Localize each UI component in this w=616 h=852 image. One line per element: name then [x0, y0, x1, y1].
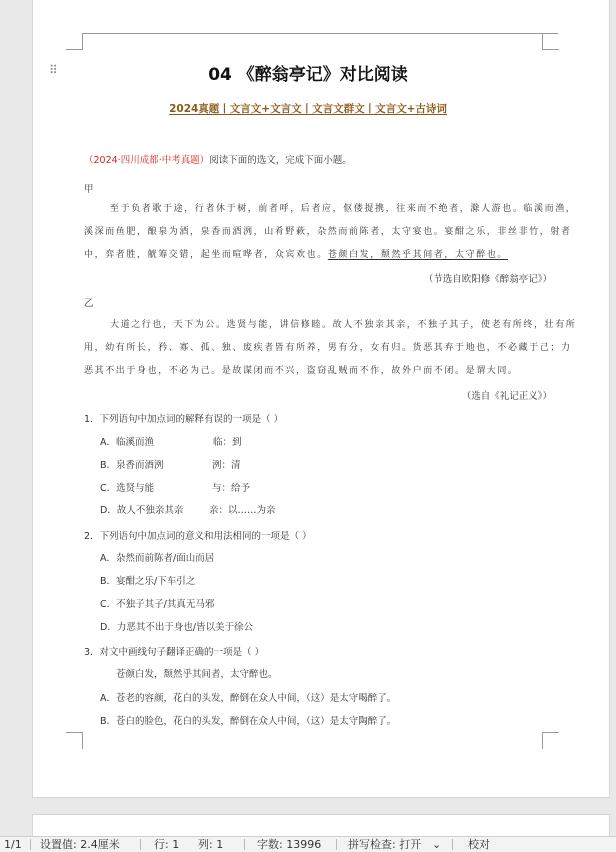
- status-col[interactable]: 列: 1: [198, 838, 224, 851]
- q1-option-a: A．临溪而渔: [100, 437, 154, 448]
- q1-option-d-gloss: 亲：以……为亲: [209, 505, 276, 516]
- q2-option-b: B．宴酣之乐/下车引之: [100, 576, 196, 587]
- intro-line: [84, 154, 352, 168]
- q1-option-d: D．故人不独亲其亲: [100, 505, 184, 516]
- document-title: 04 《醉翁亭记》对比阅读: [208, 65, 408, 85]
- passage-a-label: 甲: [84, 184, 94, 195]
- crop-mark-top-left: [66, 33, 83, 50]
- q1-option-a-gloss: 临：到: [213, 437, 242, 448]
- passage-a-line-1: 至于负者歌于途，行者休于树，前者呼，后者应，伛偻提携，往来而不绝者，滁人游也。临溪而渔，: [110, 204, 577, 214]
- status-word-count[interactable]: 字数: 13996: [257, 838, 322, 851]
- q1-option-b-gloss: 洌：清: [212, 460, 241, 471]
- q1-option-c-gloss: 与：给予: [212, 483, 251, 494]
- passage-b-line-2: 用，幼有所长，矜、寡、孤、独、废疾者皆有所养，男有分，女有归。货恶其弃于地也，不必藏于己；力: [84, 343, 572, 353]
- chevron-down-icon[interactable]: ⌄: [432, 838, 442, 851]
- status-setting[interactable]: 设置值: 2.4厘米: [40, 838, 120, 851]
- status-separator: [140, 839, 141, 850]
- q3-option-a: A．苍老的容颜，花白的头发，醉倒在众人中间，（这）是太守喝醉了。: [100, 693, 397, 704]
- crop-mark-bottom-left: [66, 732, 83, 749]
- passage-b-line-3: 恶其不出于身也，不必为己。是故谋闭而不兴，盗窃乱贼而不作，故外户而不闭。是谓大同。: [84, 366, 519, 376]
- status-separator: [336, 839, 337, 850]
- passage-a-source: （节选自欧阳修《醉翁亭记》）: [423, 274, 552, 285]
- passage-a-line-3-text: 中，弈者胜，觥筹交错，起坐而喧哗者，众宾欢也。: [84, 250, 328, 260]
- status-proofread[interactable]: 校对: [468, 838, 490, 851]
- status-bar: [0, 836, 616, 852]
- crop-mark-top-right: [542, 33, 559, 50]
- status-spell-check[interactable]: 拼写检查: 打开: [348, 838, 422, 851]
- status-separator: [244, 839, 245, 850]
- next-page-preview: [32, 814, 610, 838]
- question-source: （2024·四川成都·中考真题）: [84, 155, 210, 166]
- passage-a-line-3: [84, 247, 554, 260]
- instruction-text: 阅读下面的选文，完成下面小题。: [209, 155, 352, 166]
- drag-handle-icon[interactable]: ⠿: [49, 63, 57, 77]
- passage-b-label: 乙: [84, 298, 94, 309]
- question-1-stem: 1．下列语句中加点词的解释有误的一项是（ ）: [84, 414, 284, 425]
- question-3-stem: 3．对文中画线句子翻译正确的一项是（ ）: [84, 647, 265, 658]
- status-row[interactable]: 行: 1: [154, 838, 180, 851]
- underlined-sentence: 苍颜白发，颓然乎其间者，太守醉也。: [327, 250, 509, 260]
- crop-mark-bottom-right: [542, 732, 559, 749]
- question-2-stem: 2．下列语句中加点词的意义和用法相同的一项是（ ）: [84, 531, 312, 542]
- q2-option-c: C．不独子其子/其真无马邪: [100, 599, 215, 610]
- status-page[interactable]: 1/1: [4, 838, 22, 851]
- q1-option-c: C．选贤与能: [100, 483, 155, 494]
- passage-b-source: （选自《礼记正义》）: [461, 391, 552, 402]
- q2-option-d: D．力恶其不出于身也/皆以美于徐公: [100, 622, 254, 633]
- passage-a-line-2: 溪深而鱼肥，酿泉为酒，泉香而酒洌，山肴野蔌，杂然而前陈者，太守宴也。宴酣之乐，非丝非竹，射者: [84, 227, 572, 237]
- header-margin-line: [82, 33, 558, 34]
- q3-option-b: B．苍白的脸色，花白的头发，醉倒在众人中间，（这）是太守陶醉了。: [100, 716, 397, 727]
- passage-b-line-1: 大道之行也，天下为公。选贤与能，讲信修睦。故人不独亲其亲，不独子其子，使老有所终，壮有所: [110, 320, 577, 330]
- q3-quote: 苍颜白发，颓然乎其间者，太守醉也。: [116, 669, 278, 680]
- q1-option-b: B．泉香而酒洌: [100, 460, 164, 471]
- status-separator: [452, 839, 453, 850]
- q2-option-a: A．杂然而前陈者/面山而居: [100, 553, 215, 564]
- document-subtitle: 2024真题丨文言文+文言文丨文言文群文丨文言文+古诗词: [169, 103, 447, 115]
- status-separator: [30, 839, 31, 850]
